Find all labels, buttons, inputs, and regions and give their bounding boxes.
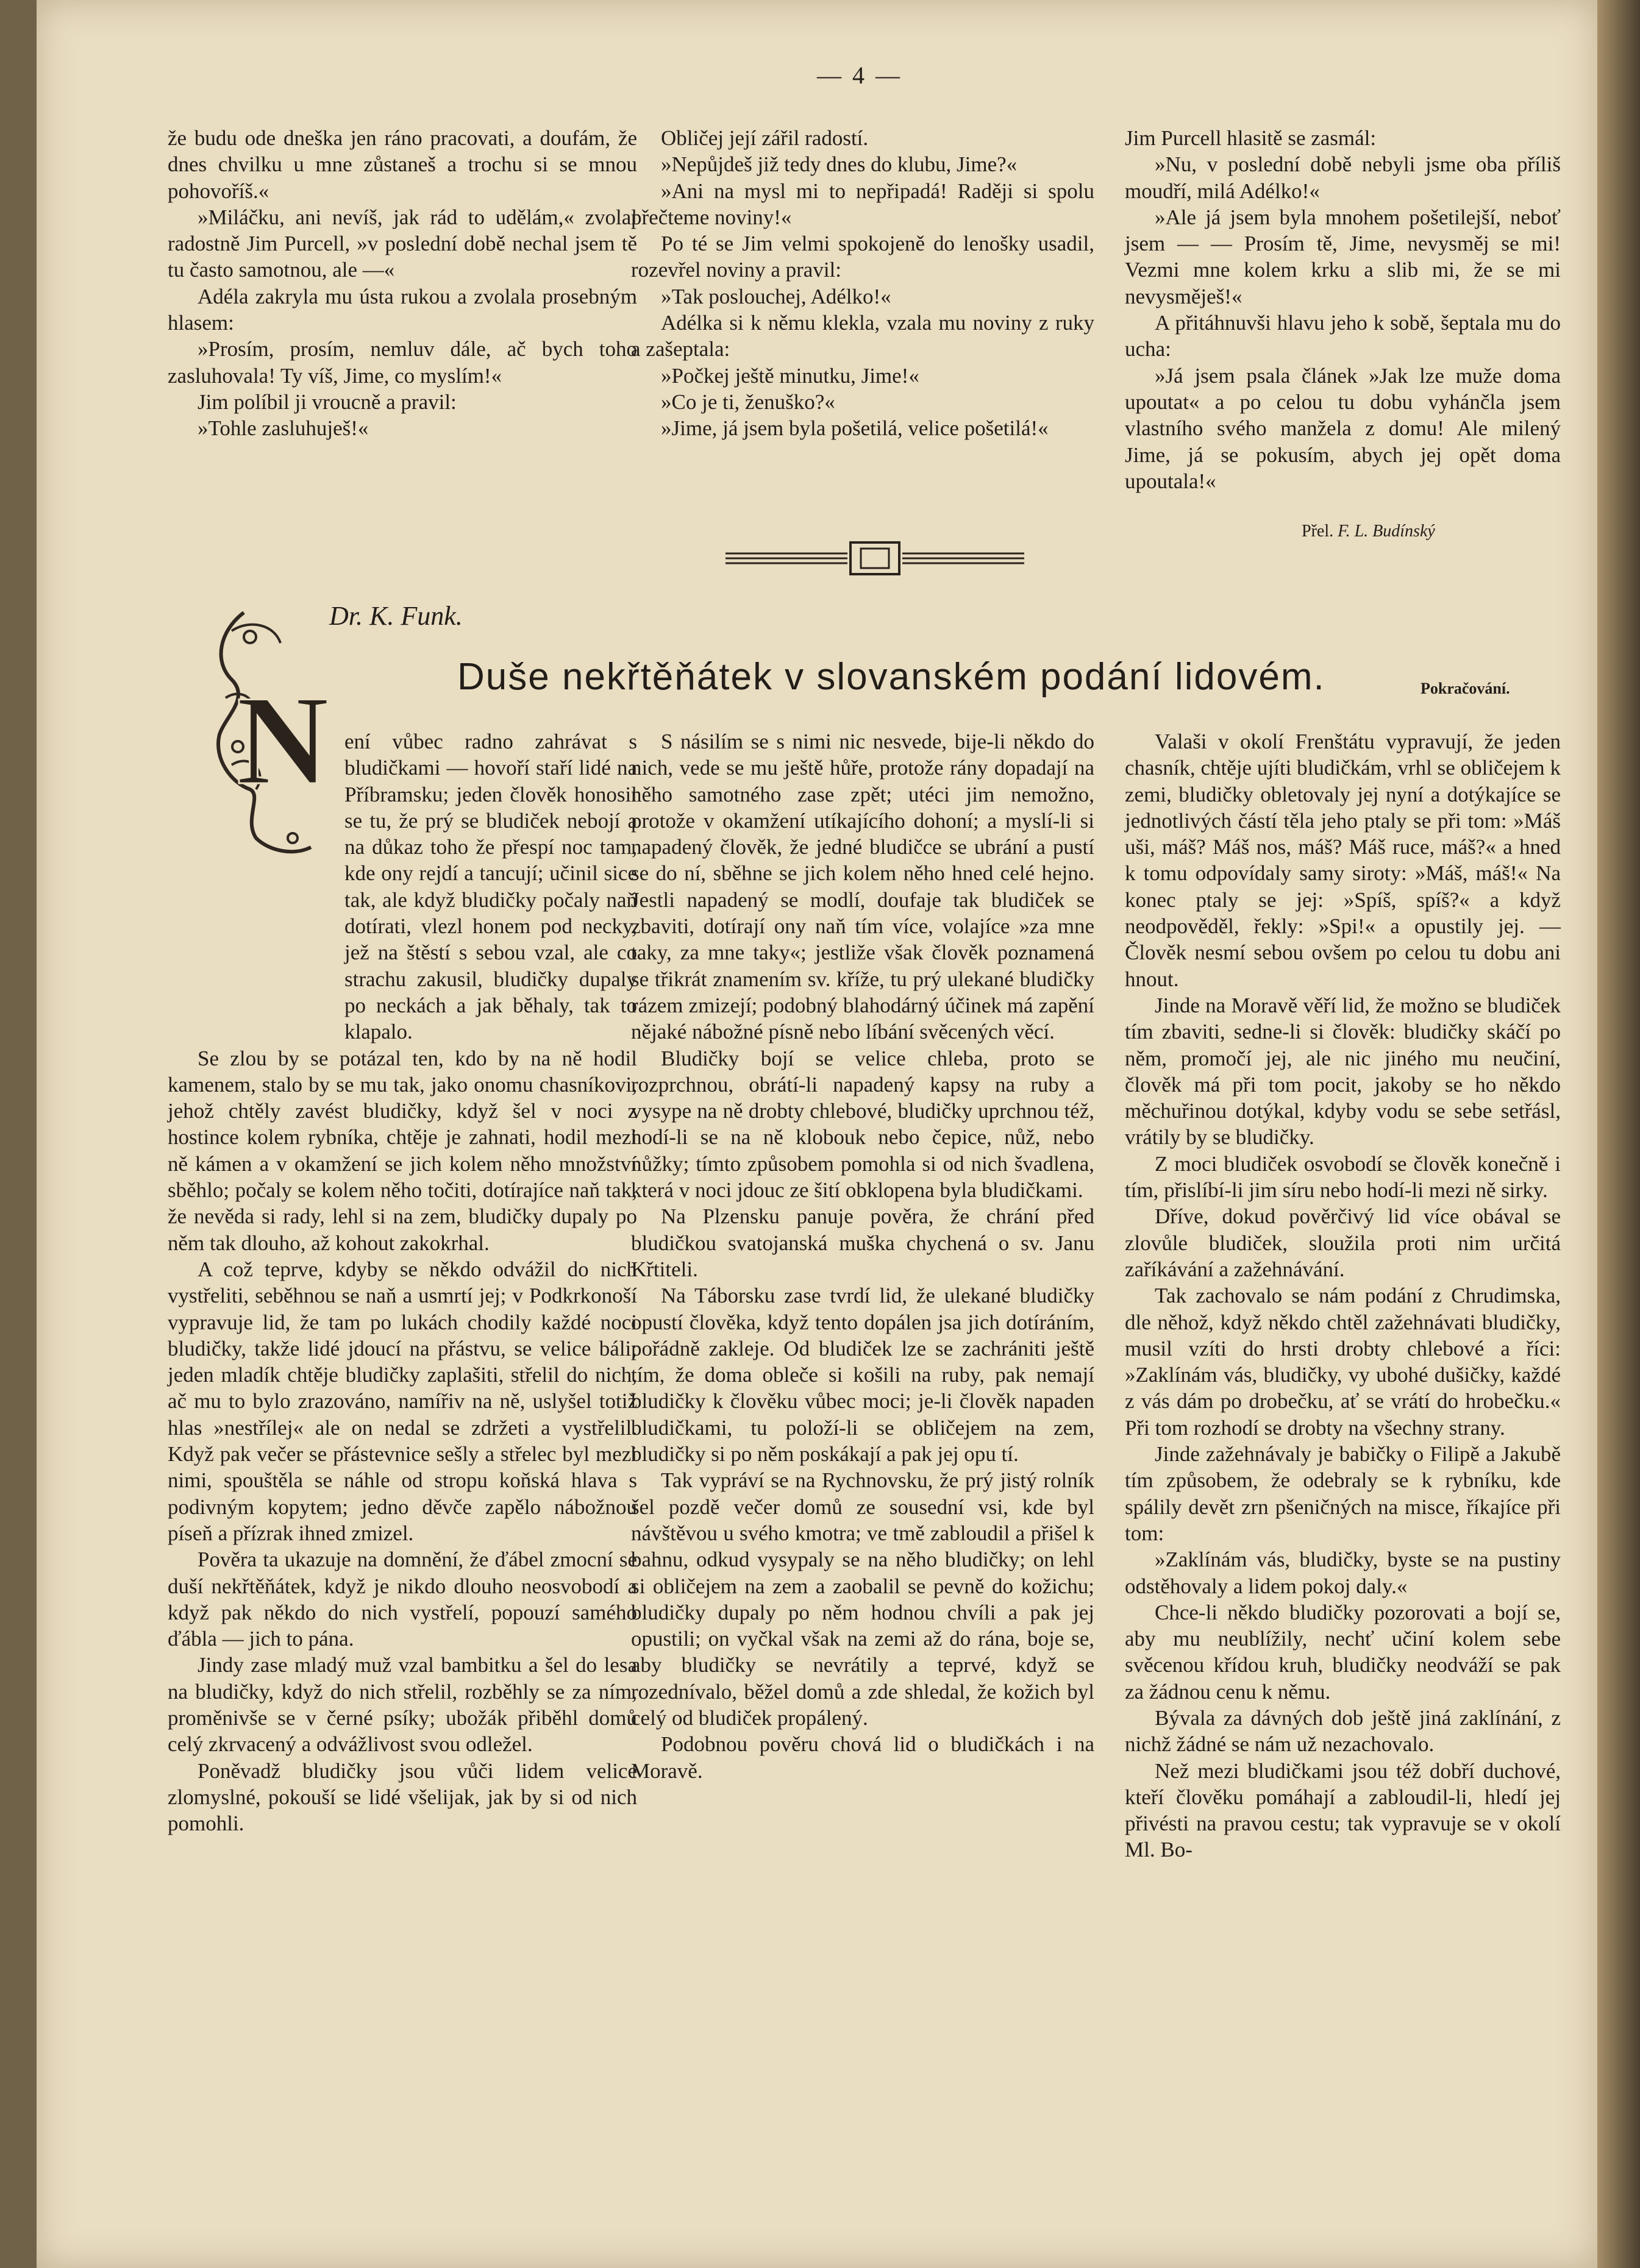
article-title: Duše nekřtěňátek v slovanském podání lidovém. bbox=[457, 656, 1325, 698]
paragraph: Se zlou by se potázal ten, kdo by na ně hodil kamenem, stalo by se mu tak, jako onomu chasníkovi, jehož chtěly zavést bludičky, když šel v noci z hostince kolem rybníka, chtěje je zahnati, hodil mezi ně kámen a v okamžení se jich kolem něho množství sběhlo; počaly se kolem něho točiti, dotírajíce naň tak, že nevěda si rady, lehl si na zem, bludičky dupaly po něm tak dlouho, až kohout zakokrhal. bbox=[168, 1046, 637, 1255]
article-author: Dr. K. Funk. bbox=[329, 601, 463, 631]
paragraph: že budu ode dneška jen ráno pracovati, a doufám, že dnes chvilku u mne zůstaneš a trochu si se mnou pohovoříš.« bbox=[168, 126, 637, 203]
article-column-1 bbox=[168, 728, 637, 1836]
page-sheet bbox=[37, 0, 1597, 2268]
page-number: — 4 — bbox=[817, 62, 902, 89]
paragraph: Podobnou pověru chová lid o bludičkách i na Moravě. bbox=[631, 1732, 1094, 1783]
paragraph: Dříve, dokud pověrčivý lid více obával se zlovůle bludiček, sloužila proti nim určitá zaříkávání a zažehnávání. bbox=[1125, 1204, 1561, 1281]
paragraph: ení vůbec radno zahrávat s bludičkami — hovoří staří lidé na Příbramsku; jeden člověk honosil se tu, že prý se bludiček nebojí a na důkaz toho že přespí noc tam, kde ony rejdí a tancují; učinil sice tak, ale když bludičky počaly naň dotírati, vlezl honem pod necky, jež na štěstí s sebou vzal, ale co strachu zakusil, bludičky dupaly po neckách a jak běhaly, tak to klapalo. bbox=[344, 730, 637, 1044]
book-binding-edge bbox=[1597, 0, 1640, 2268]
paragraph: »Ale já jsem byla mnohem pošetilejší, neboť jsem — — Prosím tě, Jime, nevysměj se mi! Vezmi mne kolem krku a slib mi, že se mi nevysměješ!« bbox=[1125, 205, 1561, 308]
paragraph: »Zaklínám vás, bludičky, byste se na pustiny odstěhovaly a lidem pokoj daly.« bbox=[1125, 1548, 1561, 1598]
paragraph: Adélka si k němu klekla, vzala mu noviny z ruky a zašeptala: bbox=[631, 311, 1094, 361]
paragraph: »Tak poslouchej, Adélko!« bbox=[661, 284, 891, 308]
paragraph: S násilím se s nimi nic nesvede, bije-li někdo do nich, vede se mu ještě hůře, protože rány dopadají na něho samotného zase zpět; utéci jim nemožno, protože v okamžení utíkajícího dohoní; a myslí-li si napadený člověk, že jedné bludičce se ubrání a pustí se do ní, sběhne se jich kolem něho hned celé hejno. Jestli napadený se modlí, doufaje tak bludiček se zbaviti, dotírají ony naň tím více, volajíce »za mne taky, za mne taky«; jestliže však člověk poznamená se třikrát znamením sv. kříže, tu prý ulekané bludičky rázem zmizejí; podobný blahodárný účinek má zapění nějaké nábožné písně nebo líbání svěcených věcí. bbox=[631, 730, 1094, 1044]
paragraph: Chce-li někdo bludičky pozorovati a bojí se, aby mu neublížily, nechť učiní kolem sebe svěcenou křídou kruh, bludičky neodváží se pak za žádnou cenu k němu. bbox=[1125, 1600, 1561, 1704]
article-column-3 bbox=[1125, 728, 1561, 1863]
paragraph: Tak vypráví se na Rychnovsku, že prý jistý rolník šel pozdě večer domů ze sousední vsi, kde byl návštěvou u svého kmotra; ve tmě zabloudil a přišel k bahnu, odkud vysypaly se na něho bludičky; on lehl si obličejem na zem a zaobalil se pevně do kožichu; bludičky dupaly po něm hodnou chvíli a pak jej opustili; on vyčkal však na zemi až do rána, boje se, aby bludičky se nevrátily a teprvé, když se rozednívalo, běžel domů a zde shledal, že kožich byl celý od bludiček propálený. bbox=[631, 1468, 1094, 1730]
paragraph: Bludičky bojí se velice chleba, proto se rozprchnou, obrátí-li napadený kapsy na ruby a vysype na ně drobty chlebové, bludičky uprchnou též, hodí-li se na ně klobouk nebo čepice, nůž, nebo nůžky; tímto způsobem pomohla si od nich švadlena, která v noci jdouc ze šití obklopena byla bludičkami. bbox=[631, 1046, 1094, 1203]
paragraph: Adéla zakryla mu ústa rukou a zvolala prosebným hlasem: bbox=[168, 284, 637, 335]
paragraph: »Prosím, prosím, nemluv dále, ač bych toho zasluhovala! Ty víš, Jime, co myslím!« bbox=[168, 337, 637, 388]
article-column-2 bbox=[631, 728, 1094, 1784]
story-column-2 bbox=[631, 125, 1094, 442]
paragraph: Obličej její zářil radostí. bbox=[661, 126, 869, 150]
paragraph: »Počkej ještě minutku, Jime!« bbox=[661, 363, 919, 388]
translator-prefix: Přel. bbox=[1302, 522, 1334, 541]
dropcap-letter: N bbox=[237, 670, 329, 811]
paragraph: Z moci bludiček osvobodí se člověk konečně i tím, přislíbí-li jim síru nebo hodí-li mezi ně sirky. bbox=[1125, 1151, 1561, 1203]
paragraph: »Jime, já jsem byla pošetilá, velice pošetilá!« bbox=[661, 416, 1049, 441]
paragraph: »Nu, v poslední době nebyli jsme oba příliš moudří, milá Adélko!« bbox=[1125, 152, 1561, 203]
story-column-1 bbox=[168, 125, 637, 442]
paragraph: Po té se Jim velmi spokojeně do lenošky usadil, rozevřel noviny a pravil: bbox=[631, 232, 1094, 282]
section-divider-ornament bbox=[726, 536, 1024, 580]
paragraph: A přitáhnuvši hlavu jeho k sobě, šeptala mu do ucha: bbox=[1125, 311, 1561, 361]
paragraph: »Ani na mysl mi to nepřipadá! Raději si spolu přečteme noviny!« bbox=[631, 179, 1094, 229]
paragraph: Jindy zase mladý muž vzal bambitku a šel do lesa na bludičky, když do nich střelil, rozběhly se za ním, proměnivše se v černé psíky; ubožák přiběhl domů celý zkrvacený a odvážlivost svou odležel. bbox=[168, 1653, 637, 1757]
paragraph: Jim Purcell hlasitě se zasmál: bbox=[1125, 126, 1377, 150]
paragraph: Jinde na Moravě věří lid, že možno se bludiček tím zbaviti, sedne-li si člověk: bludičky skáčí po něm, promočí jej, ale nic jiného mu neučiní, člověk má při tom pocit, jakoby se ho někdo měchuřinou dotýkal, kdyby vodu se sebe setřásl, vrátily by se bludičky. bbox=[1125, 993, 1561, 1150]
paragraph: Na Táborsku zase tvrdí lid, že ulekané bludičky opustí člověka, když tento dopálen jsa jich dotíráním, pořádně zakleje. Od bludiček lze se zachrániti ještě tím, že doma obleče si košili na ruby, pak nemají bludičky k člověku vůbec moci; je-li člověk napaden bludičkami, tu položí-li se obličejem na zem, bludičky si po něm poskákají a pak jej opu tí. bbox=[631, 1284, 1094, 1466]
translator-credit bbox=[1302, 522, 1435, 541]
translator-name: F. L. Budínský bbox=[1338, 522, 1435, 541]
paragraph: Než mezi bludičkami jsou též dobří duchové, kteří člověku pomáhají a zabloudil-li, hledí jej přivésti na pravou cestu; tak vypravuje se v okolí Ml. Bo- bbox=[1125, 1758, 1561, 1862]
paragraph: Jinde zažehnávaly je babičky o Filipě a Jakubě tím způsobem, že odebraly se k rybníku, kde spálily devět zrn pšeničných na misce, říkajíce při tom: bbox=[1125, 1442, 1561, 1545]
paragraph: Pověra ta ukazuje na domnění, že ďábel zmocní se duší nekřtěňátek, když je nikdo dlouho neosvobodí a když pak někdo do nich vystřelí, popouzí samého ďábla — jich to pána. bbox=[168, 1548, 637, 1651]
paragraph: Tak zachovalo se nám podání z Chrudimska, dle něhož, když někdo chtěl zažehnávati bludičky, musil vzíti do hrsti drobty chlebové a říci: »Zaklínám vás, bludičky, vy ubohé dušičky, každé z vás dám po drobečku, ať se vrátí do hrobečku.« Při tom rozhodí se drobty na všechny strany. bbox=[1125, 1284, 1561, 1440]
paragraph: »Tohle zasluhuješ!« bbox=[198, 416, 369, 441]
paragraph: Bývala za dávných dob ještě jiná zaklínání, z nichž žádné se nám už nezachovalo. bbox=[1125, 1705, 1561, 1757]
paragraph: »Já jsem psala článek »Jak lze muže doma upoutat« a po celou tu dobu vyhánčla jsem vlastního svého manžela z domu! Ale milený Jime, já se pokusím, abych jej opět doma upoutala!« bbox=[1125, 363, 1561, 493]
story-column-3 bbox=[1125, 125, 1561, 494]
continued-note: Pokračování. bbox=[1421, 680, 1510, 697]
paragraph: Na Plzensku panuje pověra, že chrání před bludičkou svatojanská muška chychená o sv. Janu Křtiteli. bbox=[631, 1204, 1094, 1281]
paragraph: »Miláčku, ani nevíš, jak rád to udělám,« zvolal radostně Jim Purcell, »v poslední době nechal jsem tě tu často samotnou, ale —« bbox=[168, 205, 637, 282]
paragraph: Poněvadž bludičky jsou vůči lidem velice zlomyslné, pokouší se lidé všelijak, jak by si od nich pomohli. bbox=[168, 1758, 637, 1836]
paragraph: »Co je ti, ženuško?« bbox=[661, 389, 835, 414]
paragraph: Valaši v okolí Frenštátu vypravují, že jeden chasník, chtěje ujíti bludičkám, vrhl se obličejem k zemi, bludičky obletovaly jej nyní a dotýkajíce se jednotlivých částí těla jeho ptaly se při tom: »Máš uši, máš? Máš nos, máš? Máš ruce, máš?« a hned k tomu odpovídaly samy siroty: »Máš, máš!« Na konec ptaly se jej: »Spíš, spíš?« a když neodpověděl, řekly: »Spi!« a opustily jej. — Člověk nesmí sebou ovšem po celou tu dobu ani hnout. bbox=[1125, 730, 1561, 991]
paragraph: Jim políbil ji vroucně a pravil: bbox=[198, 389, 457, 414]
paragraph: A což teprve, kdyby se někdo odvážil do nich vystřeliti, seběhnou se naň a usmrtí jej; v Podkrkonoší vypravuje lid, že tam po lukách chodily každé noci bludičky, takže lidé jdoucí na přástvu, se velice báli; jeden mladík chtěje bludičky zaplašiti, střelil do nich, ač mu to bylo zrazováno, namířiv na ně, uslyšel totiž hlas »nestřílej« ale on nedal se zdržeti a vystřelil. Když pak večer se přástevnice sešly a střelec byl mezi nimi, spouštěla se náhle od stropu koňská hlava s podivným kopytem; jedno děvče zapělo nábožnou píseň a přízrak ihned zmizel. bbox=[168, 1257, 637, 1545]
paragraph: »Nepůjdeš již tedy dnes do klubu, Jime?« bbox=[661, 152, 1018, 177]
